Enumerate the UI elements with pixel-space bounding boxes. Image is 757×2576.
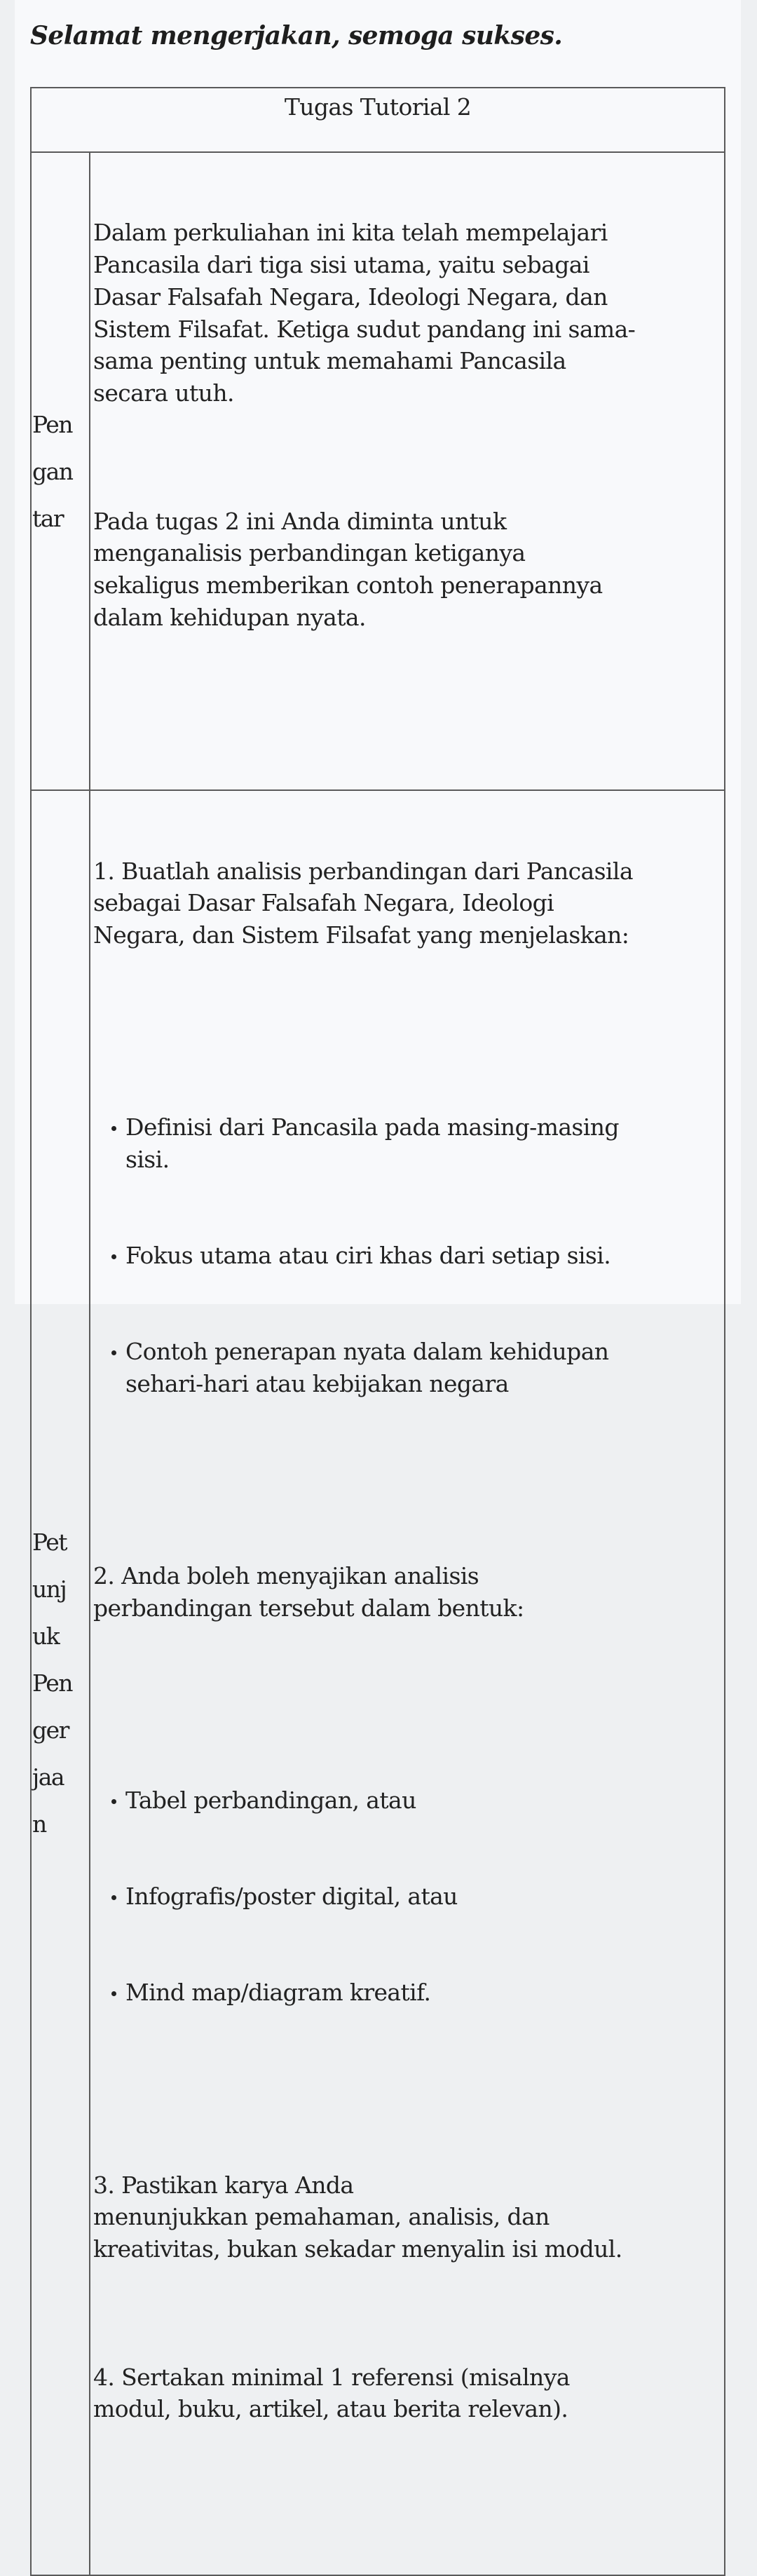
list-item: Contoh penerapan nyata dalam kehidupan sehari-hari atau kebijakan negara — [93, 1336, 723, 1399]
instruction-step-3: 3. Pastikan karya Anda menunjukkan pemahaman, analisis, dan kreativitas, bukan sekadar menyalin isi modul. — [93, 2171, 622, 2263]
row-label-petunjuk: Pet unj uk Pen ger jaa n — [32, 791, 90, 2575]
instruction-step-1: 1. Buatlah analisis perbandingan dari Pancasila sebagai Dasar Falsafah Negara, Ideologi Negara, dan Sistem Filsafat yang menjelaskan: — [93, 857, 633, 949]
table-row-petunjuk — [32, 789, 724, 2575]
pengantar-content — [90, 153, 724, 789]
petunjuk-content — [90, 791, 724, 2575]
table-header: Tugas Tutorial 2 — [32, 88, 724, 153]
list-item: Definisi dari Pancasila pada masing-masing sisi. — [93, 1111, 723, 1175]
pengantar-paragraph: Pada tugas 2 ini Anda diminta untuk menganalisis perbandingan ketiganya sekaligus memberikan contoh penerapannya dalam kehidupan nyata. — [93, 507, 603, 631]
instruction-step-2: 2. Anda boleh menyajikan analisis perbandingan tersebut dalam bentuk: — [93, 1562, 524, 1622]
list-item: Tabel perbandingan, atau — [93, 1784, 723, 1817]
step-1-bullet-list — [93, 1048, 723, 1464]
list-item: Fokus utama atau ciri khas dari setiap sisi. — [93, 1240, 723, 1272]
instruction-step-4: 4. Sertakan minimal 1 referensi (misalnya modul, buku, artikel, atau berita relevan). — [93, 2363, 570, 2423]
table-row-pengantar — [32, 153, 724, 789]
step-2-bullet-list — [93, 1721, 723, 2073]
row-label-pengantar: Pen gan tar — [32, 153, 90, 789]
closing-text: Selamat mengerjakan, semoga sukses. — [30, 21, 563, 50]
list-item: Mind map/diagram kreatif. — [93, 1977, 723, 2009]
list-item: Infografis/poster digital, atau — [93, 1880, 723, 1913]
pengantar-paragraph: Dalam perkuliahan ini kita telah mempelajari Pancasila dari tiga sisi utama, yaitu sebagai Dasar Falsafah Negara, Ideologi Negara, dan Sistem Filsafat. Ketiga sudut pandang ini sama- sama penting untuk memahami Pancasila secara utuh. — [93, 219, 636, 407]
assignment-table — [30, 87, 725, 2576]
